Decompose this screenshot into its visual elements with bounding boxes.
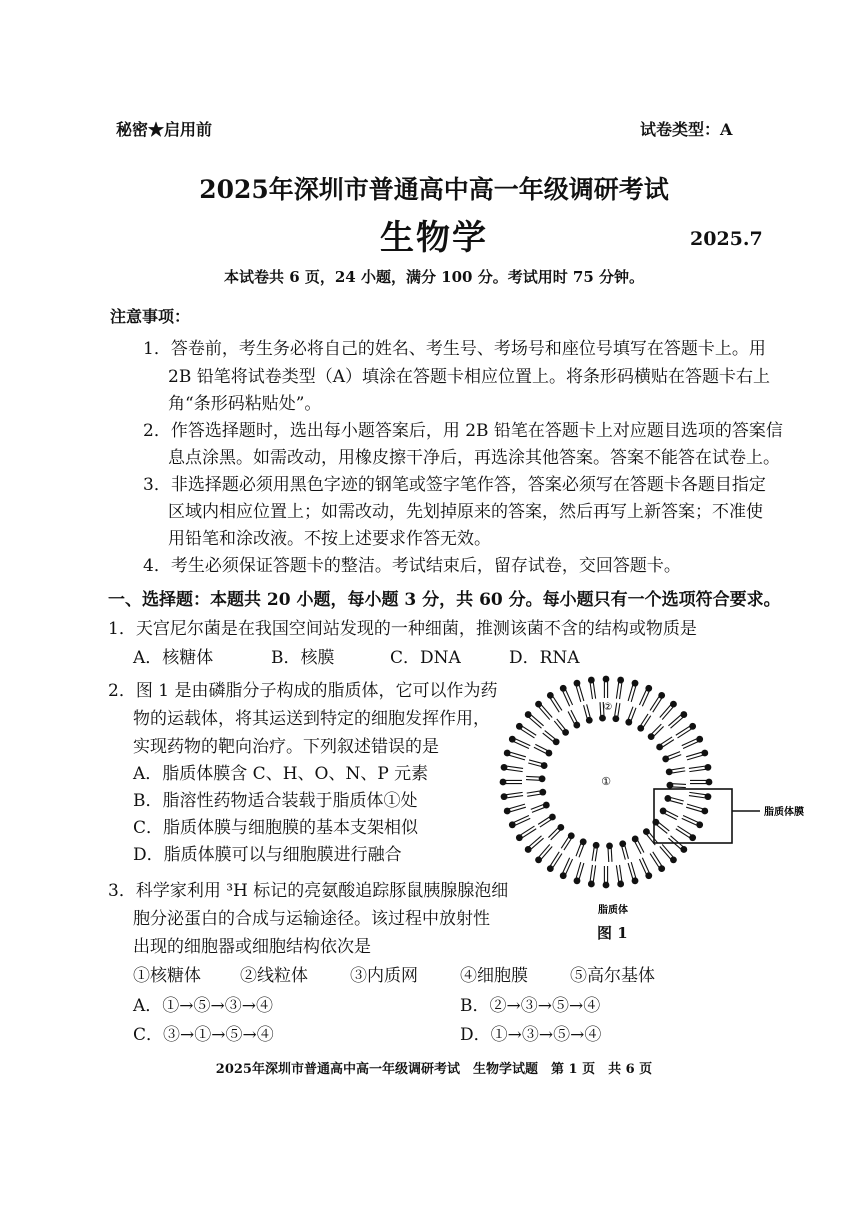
lipid-head (632, 836, 639, 843)
q3-item: ④细胞膜 (460, 966, 528, 986)
lipid-head (637, 725, 644, 732)
page-footer: 2025年深圳市普通高中高一年级调研考试 生物学试题 第 1 页 共 6 页 (215, 1062, 653, 1077)
figure-caption: 图 1 (597, 924, 628, 942)
lipid-head (632, 877, 639, 884)
lipid-head (670, 856, 677, 863)
lipid-head (546, 750, 553, 757)
lipid-head (525, 711, 532, 718)
secret-label: 秘密★启用前 (116, 120, 213, 139)
lipid-head (689, 834, 696, 841)
lipid-head (656, 744, 663, 751)
liposome-diagram (498, 670, 828, 945)
lipid-head (574, 680, 581, 687)
q1-option-b: B．核膜 (271, 648, 335, 668)
lipid-head (573, 722, 580, 729)
q3-option-d: D．①→③→⑤→④ (460, 1025, 602, 1045)
q3-option-b: B．②→③→⑤→④ (460, 996, 601, 1016)
note-line: 2．作答选择题时，选出每小题答案后，用 2B 铅笔在答题卡上对应题目选项的答案信 (143, 421, 783, 441)
lipid-head (689, 723, 696, 730)
q3-stem-line: 3．科学家利用 ³H 标记的亮氨酸追踪豚鼠胰腺腺泡细 (108, 881, 509, 901)
q1-option-c: C．DNA (390, 648, 461, 668)
note-line: 息点涂黑。如需改动，用橡皮擦干净后，再选涂其他答案。答案不能答在试卷上。 (168, 448, 780, 468)
lipid-head (648, 733, 655, 740)
lipid-head (593, 842, 600, 849)
lipid-head (696, 736, 703, 743)
lipid-head (666, 768, 673, 775)
lipid-head (504, 808, 511, 815)
q3-item: ⑤高尔基体 (570, 966, 655, 986)
lipid-head (501, 793, 508, 800)
q1-option-a: A．核糖体 (133, 648, 214, 668)
q2-stem-line: 实现药物的靶向治疗。下列叙述错误的是 (133, 737, 439, 757)
lipid-head (541, 762, 548, 769)
lipid-head (574, 877, 581, 884)
lipid-head (662, 756, 669, 763)
q3-stem-line: 胞分泌蛋白的合成与运输途径。该过程中放射性 (133, 909, 490, 929)
q3-stem-line: 出现的细胞器或细胞结构依次是 (133, 937, 371, 957)
lipid-head (603, 676, 610, 683)
q2-option-a: A．脂质体膜含 C、H、O、N、P 元素 (133, 764, 429, 784)
lipid-head (509, 821, 516, 828)
lipid-head (539, 789, 546, 796)
lipid-head (625, 719, 632, 726)
lipid-head (557, 824, 564, 831)
lipid-head (543, 802, 550, 809)
exam-info: 本试卷共 6 页，24 小题，满分 100 分。考试用时 75 分钟。 (223, 268, 645, 286)
lipid-head (500, 779, 507, 786)
q2-stem-line: 2．图 1 是由磷脂分子构成的脂质体，它可以作为药 (108, 681, 498, 701)
note-line: 1．答卷前，考生务必将自己的姓名、考生号、考场号和座位号填写在答题卡上。用 (143, 339, 766, 359)
lipid-head (705, 764, 712, 771)
center-label: ① (601, 775, 611, 788)
note-line: 4．考生必须保证答题卡的整洁。考试结束后，留存试卷，交回答题卡。 (143, 556, 681, 576)
lipid-head (568, 832, 575, 839)
lipid-head (701, 750, 708, 757)
ring-label: ② (603, 702, 613, 713)
note-line: 角“条形码粘贴处”。 (168, 394, 322, 414)
lipid-head (535, 701, 542, 708)
lipid-head (667, 782, 674, 789)
lipid-head (612, 715, 619, 722)
lipid-head (553, 738, 560, 745)
paper-type-label: 试卷类型：A (640, 120, 733, 139)
lipid-head (606, 843, 613, 850)
lipid-head (643, 828, 650, 835)
lipid-head (632, 680, 639, 687)
lipid-head (509, 736, 516, 743)
q2-option-d: D．脂质体膜可以与细胞膜进行融合 (133, 845, 402, 865)
lipid-head (562, 729, 569, 736)
note-line: 用铅笔和涂改液。不按上述要求作答无效。 (168, 529, 491, 549)
lipid-head (645, 872, 652, 879)
lipid-head (516, 834, 523, 841)
note-line: 区域内相应位置上；如需改动，先划掉原来的答案，然后再写上新答案；不准使 (168, 502, 763, 522)
lipid-head (560, 872, 567, 879)
lipid-head (706, 779, 713, 786)
lipid-head (617, 881, 624, 888)
q3-option-c: C．③→①→⑤→④ (133, 1025, 274, 1045)
lipid-head (603, 882, 610, 889)
lipid-head (588, 881, 595, 888)
lipid-head (599, 715, 606, 722)
lipid-head (588, 677, 595, 684)
q2-option-b: B．脂溶性药物适合装载于脂质体①处 (133, 791, 418, 811)
lipid-head (586, 717, 593, 724)
lipid-head (539, 775, 546, 782)
lipid-head (525, 846, 532, 853)
lipid-head (516, 723, 523, 730)
lipid-head (696, 821, 703, 828)
lipid-head (549, 814, 556, 821)
exam-title: 2025年深圳市普通高中高一年级调研考试 (199, 175, 669, 204)
membrane-label: 脂质体膜 (764, 807, 804, 818)
lipid-head (560, 685, 567, 692)
q1-stem: 1．天宫尼尔菌是在我国空间站发现的一种细菌，推测该菌不含的结构或物质是 (108, 619, 697, 639)
lipid-head (547, 865, 554, 872)
lipid-head (617, 677, 624, 684)
note-line: 2B 铅笔将试卷类型（A）填涂在答题卡相应位置上。将条形码横贴在答题卡右上 (168, 367, 770, 387)
q3-option-a: A．①→⑤→③→④ (133, 996, 274, 1016)
q2-stem-line: 物的运载体，将其运送到特定的细胞发挥作用， (133, 709, 490, 729)
q2-option-c: C．脂质体膜与细胞膜的基本支架相似 (133, 818, 419, 838)
q3-item: ①核糖体 (133, 966, 201, 986)
q3-item: ③内质网 (350, 966, 418, 986)
note-line: 3．非选择题必须用黑色字迹的钢笔或签字笔作答，答案必须写在答题卡各题目指定 (143, 475, 766, 495)
q3-item: ②线粒体 (240, 966, 308, 986)
lipid-head (664, 795, 671, 802)
liposome-figure (498, 670, 828, 945)
lipid-head (680, 711, 687, 718)
lipid-head (658, 692, 665, 699)
lipid-head (547, 692, 554, 699)
subject-title: 生物学 (380, 218, 488, 258)
q1-option-d: D．RNA (509, 648, 580, 668)
lipid-head (680, 846, 687, 853)
liposome-name: 脂质体 (598, 905, 628, 916)
lipid-head (504, 750, 511, 757)
notes-heading: 注意事项： (110, 307, 191, 326)
lipid-head (580, 838, 587, 845)
lipid-head (705, 793, 712, 800)
section-heading: 一、选择题：本题共 20 小题，每小题 3 分，共 60 分。每小题只有一个选项符合要求。 (108, 590, 781, 610)
exam-date: 2025.7 (690, 228, 763, 250)
lipid-head (535, 856, 542, 863)
lipid-head (645, 685, 652, 692)
lipid-head (619, 840, 626, 847)
lipid-head (670, 701, 677, 708)
lipid-head (658, 865, 665, 872)
lipid-head (660, 808, 667, 815)
lipid-head (701, 808, 708, 815)
lipid-head (501, 764, 508, 771)
